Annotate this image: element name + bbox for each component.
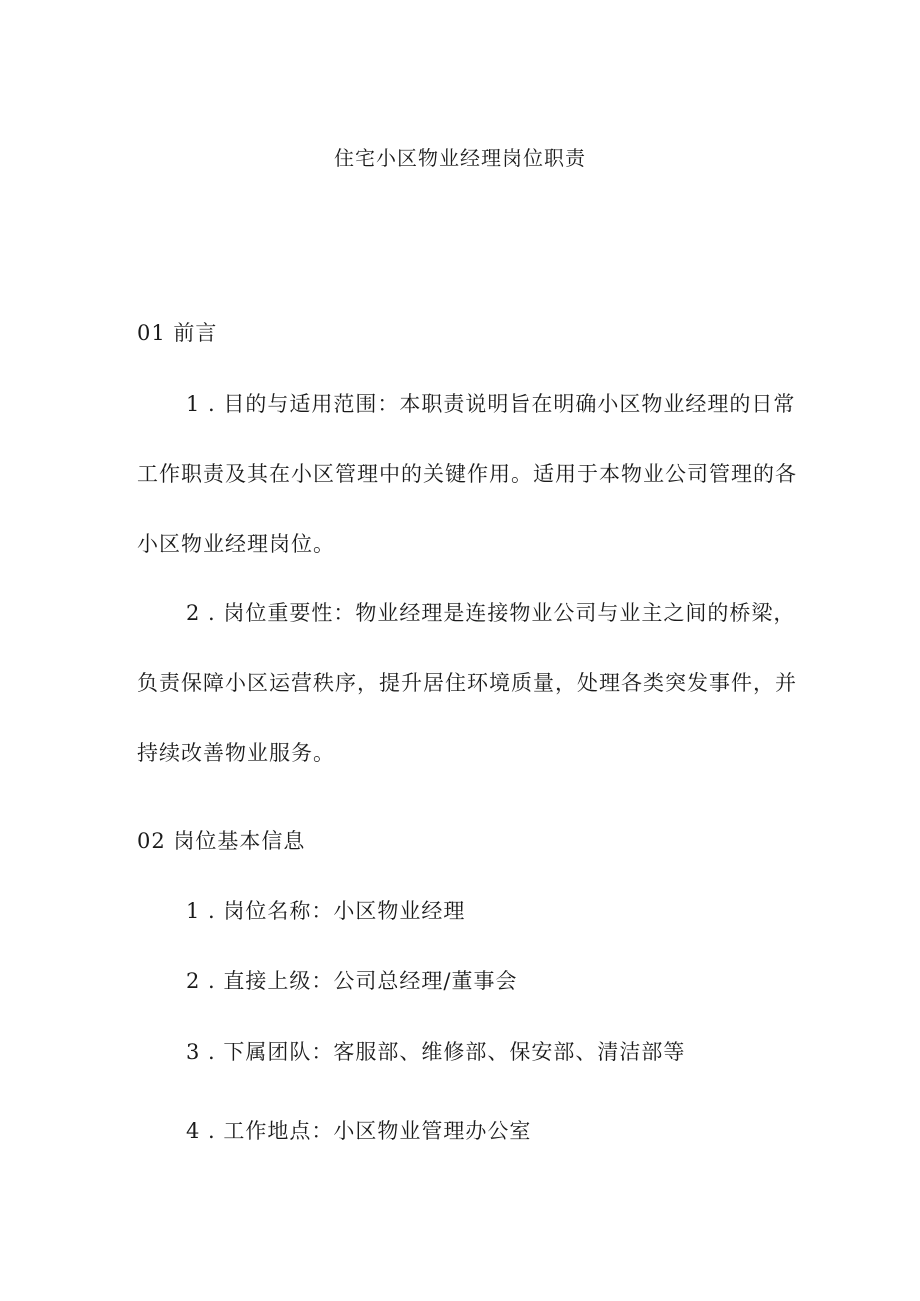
paragraph-line: 2 . 岗位重要性：物业经理是连接物业公司与业主之间的桥梁， <box>186 601 796 625</box>
info-item-supervisor: 2 . 直接上级：公司总经理/董事会 <box>186 969 518 993</box>
paragraph-line: 持续改善物业服务。 <box>137 741 335 765</box>
paragraph-line: 工作职责及其在小区管理中的关键作用。适用于本物业公司管理的各 <box>137 462 797 486</box>
section-heading-preface: 01 前言 <box>137 321 218 345</box>
info-item-team: 3 . 下属团队：客服部、维修部、保安部、清洁部等 <box>186 1040 686 1064</box>
document-title: 住宅小区物业经理岗位职责 <box>334 146 586 170</box>
paragraph-line: 负责保障小区运营秩序，提升居住环境质量，处理各类突发事件，并 <box>137 671 797 695</box>
info-item-position-name: 1 . 岗位名称：小区物业经理 <box>186 899 466 923</box>
paragraph-line: 1 . 目的与适用范围：本职责说明旨在明确小区物业经理的日常 <box>186 392 796 416</box>
section-heading-basic-info: 02 岗位基本信息 <box>137 829 306 853</box>
info-item-location: 4 . 工作地点：小区物业管理办公室 <box>186 1119 532 1143</box>
paragraph-line: 小区物业经理岗位。 <box>137 532 335 556</box>
